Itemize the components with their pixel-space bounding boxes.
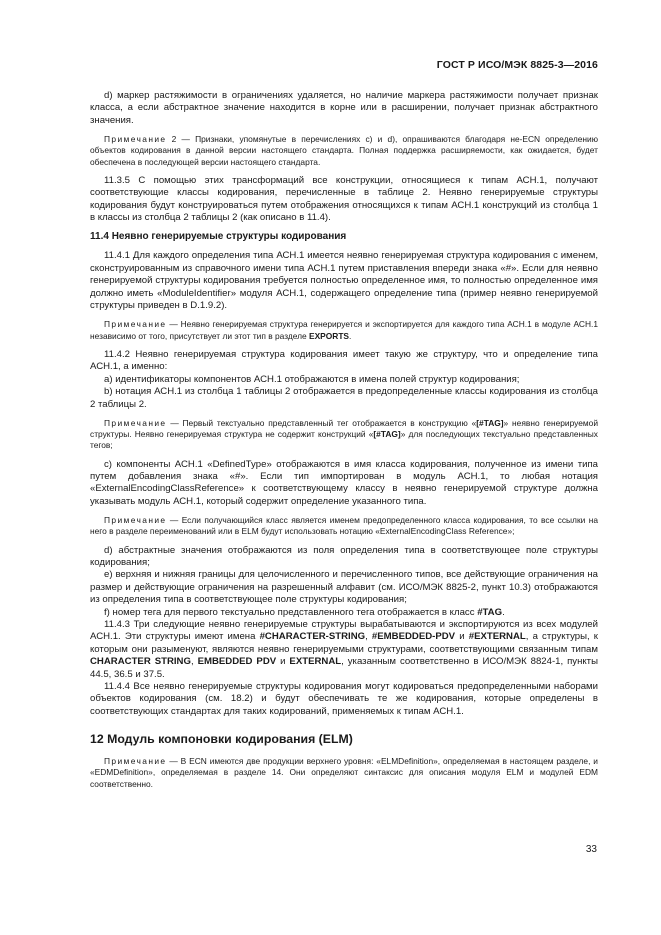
note-text: — Первый текстуально представленный тег отображается в конструкцию « [166, 417, 477, 428]
note-text: — В ECN имеются две продукции верхнего уровня: «ELMDefinition», определяемая в настоящем разделе, и «EDMDefinition», определяемая в разделе 14. Они определяют синтаксис для описания модуля ELM и модулей EDM соответственно. [90, 756, 598, 789]
note-label: Примечание [104, 319, 167, 330]
note-bold: [#TAG] [373, 429, 401, 440]
list-text: f) номер тега для первого текстуально представленного тега отображается в класс [104, 606, 478, 618]
para-text: , [190, 656, 198, 668]
note-label: Примечание [104, 134, 167, 145]
paragraph-11-3-5: 11.3.5 С помощью этих трансформаций все конструкции, относящиеся к типам АСН.1, получают соответствующие классы кодирования, перечисленные в таблице 2. Неявно генерируемые структуры кодирования будут конструироваться путем отображения относящихся к типам АСН.1 конструкций из столбца 1 в классы из столбца 2 таблицы 2 (как описано в 11.4). [90, 174, 598, 224]
note-elm [90, 756, 598, 790]
para-text: , а структуры, к которым они разыменуют, являются неявно генерируемыми структурами, соответствующими связанным типам [90, 631, 598, 655]
para-bold: #EXTERNAL [468, 631, 526, 643]
note-text: — Если получающийся класс является именем предопределенного класса кодирования, то все ссылки на него в разделе переименований или в ELM будут использовать нотацию «ExternalEncodingClass Reference»; [90, 515, 598, 537]
para-text: и [455, 631, 469, 643]
para-text: 11.4.3 Три следующие неявно генерируемые структуры вырабатываются и экспортируются из всех модулей АСН.1. Эти структуры имеют имена [90, 619, 598, 643]
list-item-d: d) маркер растяжимости в ограничениях удаляется, но наличие маркера растяжимости получает признак класса, а если абстрактное значение находится в корне или в расширении, получает признак абстрактного значения. [90, 90, 598, 126]
note-label: Примечание [104, 515, 167, 526]
para-bold: EXTERNAL [289, 656, 342, 668]
note-tag [90, 418, 598, 452]
list-item-e: e) верхняя и нижняя границы для целочисленного и перечисленного типов, все действующие ограничения на размер и действующие ограничения на разрешенный алфавит (см. ИСО/МЭК 8825-2, пункт 10.3) отображаются из определения типа в соответствующее поле структуры кодирования; [90, 569, 598, 606]
note-text-end: . [349, 330, 352, 341]
note-bold: EXPORTS [309, 330, 350, 341]
list-item-d2: d) абстрактные значения отображаются из поля определения типа в соответствующее поле структуры кодирования; [90, 544, 598, 568]
paragraph-11-4-3 [90, 619, 598, 681]
note-text: — Неявно генерируемая структура генерируется и экспортируется для каждого типа АСН.1 в модуле АСН.1 независимо от того, присутствует ли этот тип в разделе [90, 319, 598, 341]
note-exports [90, 319, 598, 341]
para-text: и [276, 656, 290, 668]
note-2 [90, 134, 598, 168]
para-bold: #CHARACTER-STRING [259, 631, 366, 643]
standard-header: ГОСТ Р ИСО/МЭК 8825-3—2016 [436, 59, 598, 71]
list-item-f [90, 607, 598, 619]
note-text: 2 — Признаки, упомянутые в перечислениях c) и d), опрашиваются благодаря не-ECN определению объектов кодирования в данной версии настоящего стандарта. Полная поддержка расширяемости, как ожидается, будет обеспечена в последующей версии настоящего стандарта. [90, 134, 598, 167]
heading-12: 12 Модуль компоновки кодирования (ELM) [90, 732, 353, 747]
note-class [90, 515, 598, 537]
list-bold: #TAG [477, 606, 503, 618]
para-bold: #EMBEDDED-PDV [371, 631, 456, 643]
paragraph-11-4-1: 11.4.1 Для каждого определения типа АСН.1 имеется неявно генерируемая структура кодирования с именем, сконструированным из справочного имени типа АСН.1 путем приставления впереди знака «#». Если для неявно генерируемой структуры кодирования требуется полностью определенное имя, то полностью определенное имя должно иметь «ModuleIdentifier» модуля АСН.1, содержащего определение типа (пример неявно генерируемой структуры приведен в D.1.9.2). [90, 250, 598, 312]
para-bold: CHARACTER STRING [90, 656, 191, 668]
page-content [90, 90, 598, 790]
paragraph-11-4-2: 11.4.2 Неявно генерируемая структура кодирования имеет такую же структуру, что и определение типа АСН.1, а именно: [90, 348, 598, 373]
para-text: , указанным соответственно в ИСО/МЭК 8824-1, пункты 44.5, 36.5 и 37.5. [90, 656, 598, 680]
list-text-end: . [502, 606, 505, 618]
para-text: , [365, 631, 372, 643]
paragraph-11-4-4: 11.4.4 Все неявно генерируемые структуры кодирования могут кодироваться предопределенными наборами объектов кодирования (см. 18.2) и будут обеспечивать те же кодирования, которые определены в соответствующих стандартах для таких кодирований, применяемых к типам АСН.1. [90, 681, 598, 717]
note-label: Примечание [104, 417, 167, 428]
heading-11-4: 11.4 Неявно генерируемые структуры кодирования [90, 231, 347, 243]
note-text-end: » для последующих текстуально представленных тегов; [90, 429, 598, 451]
page-number: 33 [585, 844, 597, 855]
note-label: Примечание [104, 756, 167, 767]
para-bold: EMBEDDED PDV [197, 656, 277, 668]
note-text: » неявно генерируемой структуры. Неявно генерируемая структура не содержит конструкций « [90, 417, 598, 440]
list-item-a: a) идентификаторы компонентов АСН.1 отображаются в имена полей структур кодирования; [104, 373, 520, 385]
list-item-c: c) компоненты АСН.1 «DefinedType» отображаются в имя класса кодирования, полученное из имени типа путем добавления знака «#». Если тип импортирован в модуль АСН.1, то любая нотация «ExternalEncodingClassReference» к соответствующему классу в неявно генерируемой структуре должна указывать модуль АСН.1, который содержит определение указанного типа. [90, 458, 598, 507]
list-item-b: b) нотация АСН.1 из столбца 1 таблицы 2 отображается в предопределенные классы кодирования из столбца 2 таблицы 2. [90, 386, 598, 410]
note-bold: [#TAG] [476, 417, 504, 428]
